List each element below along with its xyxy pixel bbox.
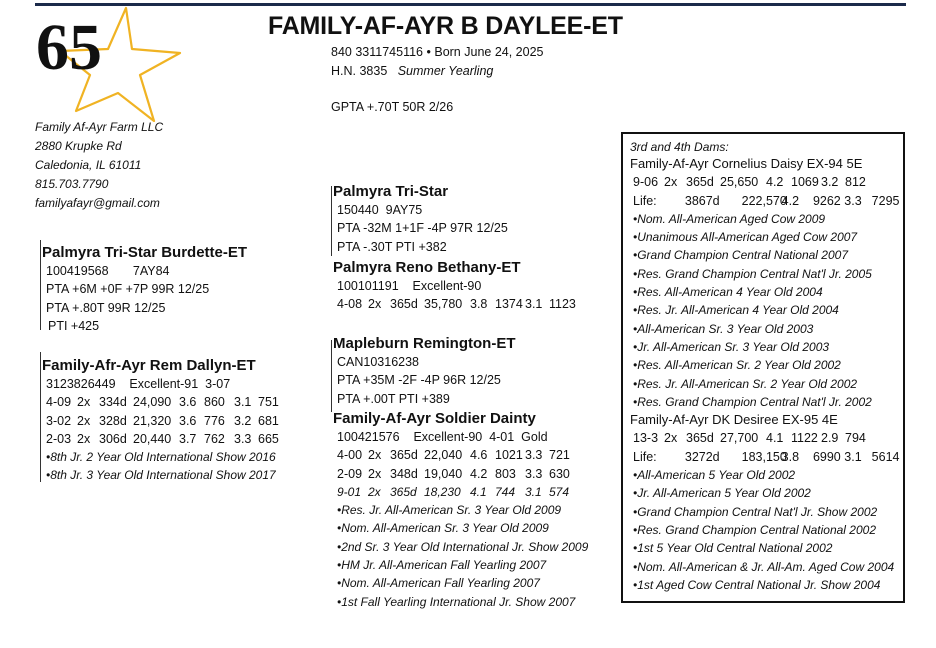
award-item: •1st Fall Yearling International Jr. Show 2007: [337, 594, 576, 609]
record-row: [633, 429, 903, 447]
record-cell: 348d: [390, 466, 418, 481]
award-item: •All-American 5 Year Old 2002: [633, 468, 796, 483]
record-cell: 721: [549, 448, 570, 463]
record-cell: 4.2: [781, 193, 800, 208]
record-cell: 3.3: [844, 193, 862, 208]
record-cell: 3272d: [684, 449, 720, 464]
record-cell: 328d: [99, 413, 127, 428]
sire-block: [42, 243, 247, 335]
record-cell: 794: [845, 431, 866, 446]
sire-sire-block: [333, 182, 508, 256]
record-cell: 2x: [368, 297, 382, 312]
award-item: •Nom. All-American Fall Yearling 2007: [337, 576, 540, 591]
dam-sire-pta1: PTA +35M -2F -4P 96R 12/25: [337, 373, 501, 388]
award-item: •HM Jr. All-American Fall Yearling 2007: [337, 558, 547, 573]
record-cell: 365d: [686, 431, 714, 446]
record-row: [337, 295, 579, 313]
record-cell: 751: [258, 395, 279, 410]
record-cell: 2-09: [337, 466, 363, 481]
record-cell: 2x: [368, 484, 381, 499]
farm-street: 2880 Krupke Rd: [35, 139, 122, 153]
separator-bullet: •: [426, 45, 431, 59]
record-cell: 2x: [368, 448, 382, 463]
award-item: •1st 5 Year Old Central National 2002: [633, 541, 833, 556]
record-cell: 3.2: [821, 175, 839, 190]
dam-dam-awards: [333, 501, 588, 611]
dam4-name: Family-Af-Ayr DK Desiree EX-95 4E: [630, 412, 838, 428]
sire-dam-reg: 100101191 Excellent-90: [337, 279, 482, 293]
dams-heading: 3rd and 4th Dams:: [630, 140, 729, 154]
record-cell: 4.6: [470, 448, 488, 463]
award-item: •Res. Jr. All-American Sr. 3 Year Old 2009: [337, 503, 562, 518]
sire-bracket: [40, 240, 41, 330]
record-cell: Life:: [633, 449, 657, 464]
registration-number: 840 3311745116: [331, 45, 423, 59]
farm-info: [35, 118, 163, 213]
dam3-stats: [630, 173, 903, 210]
record-row: [46, 430, 288, 448]
dam-sire-block: [333, 334, 516, 408]
record-cell: 365d: [390, 448, 418, 463]
sire-dam-name: Palmyra Reno Bethany-ET: [333, 259, 521, 276]
record-cell: 4.2: [766, 175, 784, 190]
record-cell: 4-08: [337, 297, 363, 312]
record-cell: 1021: [495, 448, 523, 463]
sire-sire-name: Palmyra Tri-Star: [333, 183, 449, 200]
dam3-name: Family-Af-Ayr Cornelius Daisy EX-94 5E: [630, 156, 863, 171]
farm-city: Caledonia, IL 61011: [35, 158, 142, 172]
third-fourth-dams-box: [621, 132, 905, 603]
record-cell: 2x: [77, 431, 91, 446]
record-cell: 35,780: [424, 297, 463, 312]
record-cell: 4-09: [46, 395, 72, 410]
record-cell: 2-03: [46, 431, 72, 446]
record-cell: 9262: [812, 193, 841, 208]
dam-sire-reg: CAN10316238: [337, 355, 420, 369]
record-row: [633, 192, 903, 210]
dam-sire-bracket: [331, 340, 332, 412]
farm-phone: 815.703.7790: [35, 177, 109, 191]
record-cell: 3.1: [234, 395, 252, 410]
record-cell: 4-00: [337, 448, 363, 463]
herd-number: H.N. 3835: [331, 64, 388, 78]
record-cell: 762: [204, 431, 225, 446]
record-cell: 3.1: [844, 449, 862, 464]
award-item: •Res. All-American 4 Year Old 2004: [633, 285, 823, 300]
award-item: •Jr. All-American Sr. 3 Year Old 2003: [633, 339, 830, 354]
record-cell: 3.3: [525, 466, 543, 481]
award-item: •Grand Champion Central Nat'l Jr. Show 2002: [633, 504, 878, 519]
dam-sire-name: Mapleburn Remington-ET: [333, 335, 516, 352]
award-item: •Jr. All-American 5 Year Old 2002: [633, 486, 811, 501]
award-item: •Res. Grand Champion Central National 2002: [633, 522, 876, 537]
record-cell: 306d: [99, 431, 127, 446]
record-row: [633, 448, 903, 466]
record-cell: 25,650: [720, 175, 759, 190]
record-cell: 812: [845, 175, 866, 190]
award-item: •Nom. All-American & Jr. All-Am. Aged Cow 2004: [633, 559, 895, 574]
award-item: •Res. Jr. All-American Sr. 2 Year Old 2002: [633, 376, 858, 391]
dam-reg-line: 3123826449 Excellent-91 3-07: [46, 377, 231, 391]
record-cell: 9-01: [337, 484, 362, 499]
record-row: [633, 173, 903, 191]
dam-bracket: [40, 352, 41, 482]
record-cell: 1123: [549, 297, 576, 312]
sire-code: 7AY84: [132, 264, 170, 278]
sire-sire-pta1: PTA -32M 1+1F -4P 97R 12/25: [337, 221, 508, 236]
record-cell: 365d: [390, 484, 417, 499]
sire-pti: PTI +425: [48, 318, 100, 333]
sire-pta2: PTA +.80T 99R 12/25: [46, 300, 166, 315]
award-item: •Nom. All-American Aged Cow 2009: [633, 211, 826, 226]
dam-dam-records: [333, 446, 588, 501]
award-item: •1st Aged Cow Central National Jr. Show 2004: [633, 577, 881, 592]
record-cell: 4.1: [470, 484, 487, 499]
sire-reg: 100419568: [46, 264, 109, 278]
record-cell: 18,230: [424, 484, 461, 499]
record-cell: 2x: [368, 466, 382, 481]
award-item: •2nd Sr. 3 Year Old International Jr. Show 2009: [337, 539, 589, 554]
record-cell: 3.6: [179, 413, 197, 428]
record-cell: 2x: [77, 395, 91, 410]
record-cell: 860: [204, 395, 225, 410]
record-cell: 3.8: [470, 297, 488, 312]
dam4-stats: [630, 429, 903, 466]
dam-records: [42, 393, 288, 448]
award-item: •8th Jr. 3 Year Old International Show 2017: [46, 468, 276, 483]
award-item: •Res. Grand Champion Central Nat'l Jr. 2002: [633, 394, 872, 409]
dam-dam-name: Family-Af-Ayr Soldier Dainty: [333, 410, 536, 427]
record-cell: 3.7: [179, 431, 197, 446]
award-item: •All-American Sr. 3 Year Old 2003: [633, 321, 814, 336]
record-cell: 3867d: [684, 193, 720, 208]
sire-sire-pta2: PTA -.30T PTI +382: [337, 239, 447, 254]
birth-date: Born June 24, 2025: [434, 45, 544, 59]
record-cell: 365d: [390, 297, 418, 312]
record-cell: 4.2: [470, 466, 488, 481]
record-cell: 3.3: [234, 431, 252, 446]
farm-name: Family Af-Ayr Farm LLC: [35, 120, 164, 134]
sire-sire-bracket: [331, 186, 332, 256]
dam-dam-block: [333, 409, 588, 611]
record-cell: 574: [549, 484, 570, 499]
record-cell: 3.3: [525, 448, 543, 463]
record-cell: 1069: [791, 175, 819, 190]
record-cell: 2x: [77, 413, 91, 428]
lot-number: 65: [36, 11, 102, 84]
record-cell: 3.1: [525, 297, 543, 312]
record-row: [46, 393, 288, 411]
registration-line: [331, 43, 543, 61]
record-cell: 22,040: [424, 448, 463, 463]
record-cell: 2x: [664, 431, 678, 446]
record-cell: 13-3: [633, 431, 659, 446]
record-cell: 20,440: [133, 431, 172, 446]
age-class: Summer Yearling: [397, 64, 494, 78]
record-cell: 2x: [664, 175, 678, 190]
record-cell: 183,150: [741, 449, 787, 464]
farm-email: familyafayr@gmail.com: [35, 196, 160, 210]
record-cell: 6990: [812, 449, 841, 464]
record-cell: 3-02: [46, 413, 72, 428]
record-cell: 1122: [791, 431, 818, 446]
award-item: •Unanimous All-American Aged Cow 2007: [633, 230, 858, 245]
record-cell: 222,570: [741, 193, 787, 208]
record-cell: 803: [495, 466, 516, 481]
dam-dam-reg: 100421576 Excellent-90 4-01 Gold: [337, 430, 548, 444]
record-cell: 776: [204, 413, 225, 428]
dam-awards: [42, 448, 288, 485]
sire-dam-block: [333, 258, 579, 314]
record-row: [337, 446, 588, 464]
herd-line: [331, 62, 493, 80]
dam4-awards: [630, 466, 903, 594]
sire-reg-line: [42, 262, 247, 280]
record-row: [46, 412, 288, 430]
record-cell: 2.9: [821, 431, 839, 446]
award-item: •Res. All-American Sr. 2 Year Old 2002: [633, 358, 841, 373]
sire-dam-record: [333, 295, 579, 313]
award-item: •Grand Champion Central National 2007: [633, 248, 848, 263]
dam-sire-pta2: PTA +.00T PTI +389: [337, 391, 450, 406]
dam-block: [42, 356, 288, 485]
record-cell: 24,090: [133, 395, 172, 410]
sire-pta1: PTA +6M +0F +7P 99R 12/25: [46, 282, 210, 297]
record-cell: 27,700: [720, 431, 759, 446]
award-item: •Res. Jr. All-American 4 Year Old 2004: [633, 303, 839, 318]
record-cell: 3.8: [781, 449, 800, 464]
record-cell: Life:: [633, 193, 657, 208]
record-cell: 3.6: [179, 395, 197, 410]
record-cell: 3.1: [525, 484, 542, 499]
sire-sire-reg: 150440 9AY75: [337, 203, 423, 217]
record-cell: 9-06: [633, 175, 659, 190]
record-cell: 4.1: [766, 431, 784, 446]
record-cell: 19,040: [424, 466, 463, 481]
award-item: •Nom. All-American Sr. 3 Year Old 2009: [337, 521, 549, 536]
record-cell: 3.2: [234, 413, 252, 428]
record-cell: 365d: [686, 175, 714, 190]
record-row: [337, 465, 588, 483]
record-cell: 665: [258, 431, 279, 446]
record-cell: 630: [549, 466, 570, 481]
record-cell: 334d: [99, 395, 127, 410]
record-cell: 681: [258, 413, 279, 428]
record-cell: 744: [495, 484, 516, 499]
dam3-awards: [630, 210, 903, 411]
gpta: GPTA +.70T 50R 2/26: [331, 100, 454, 114]
dam-name: Family-Afr-Ayr Rem Dallyn-ET: [42, 357, 256, 374]
sire-name: Palmyra Tri-Star Burdette-ET: [42, 244, 248, 261]
record-cell: 7295: [871, 193, 900, 208]
record-row: [337, 483, 588, 501]
record-cell: 21,320: [133, 413, 172, 428]
animal-name: FAMILY-AF-AYR B DAYLEE-ET: [268, 12, 623, 40]
award-item: •8th Jr. 2 Year Old International Show 2016: [46, 450, 276, 465]
award-item: •Res. Grand Champion Central Nat'l Jr. 2005: [633, 266, 872, 281]
record-cell: 1374: [495, 297, 523, 312]
record-cell: 5614: [871, 449, 900, 464]
